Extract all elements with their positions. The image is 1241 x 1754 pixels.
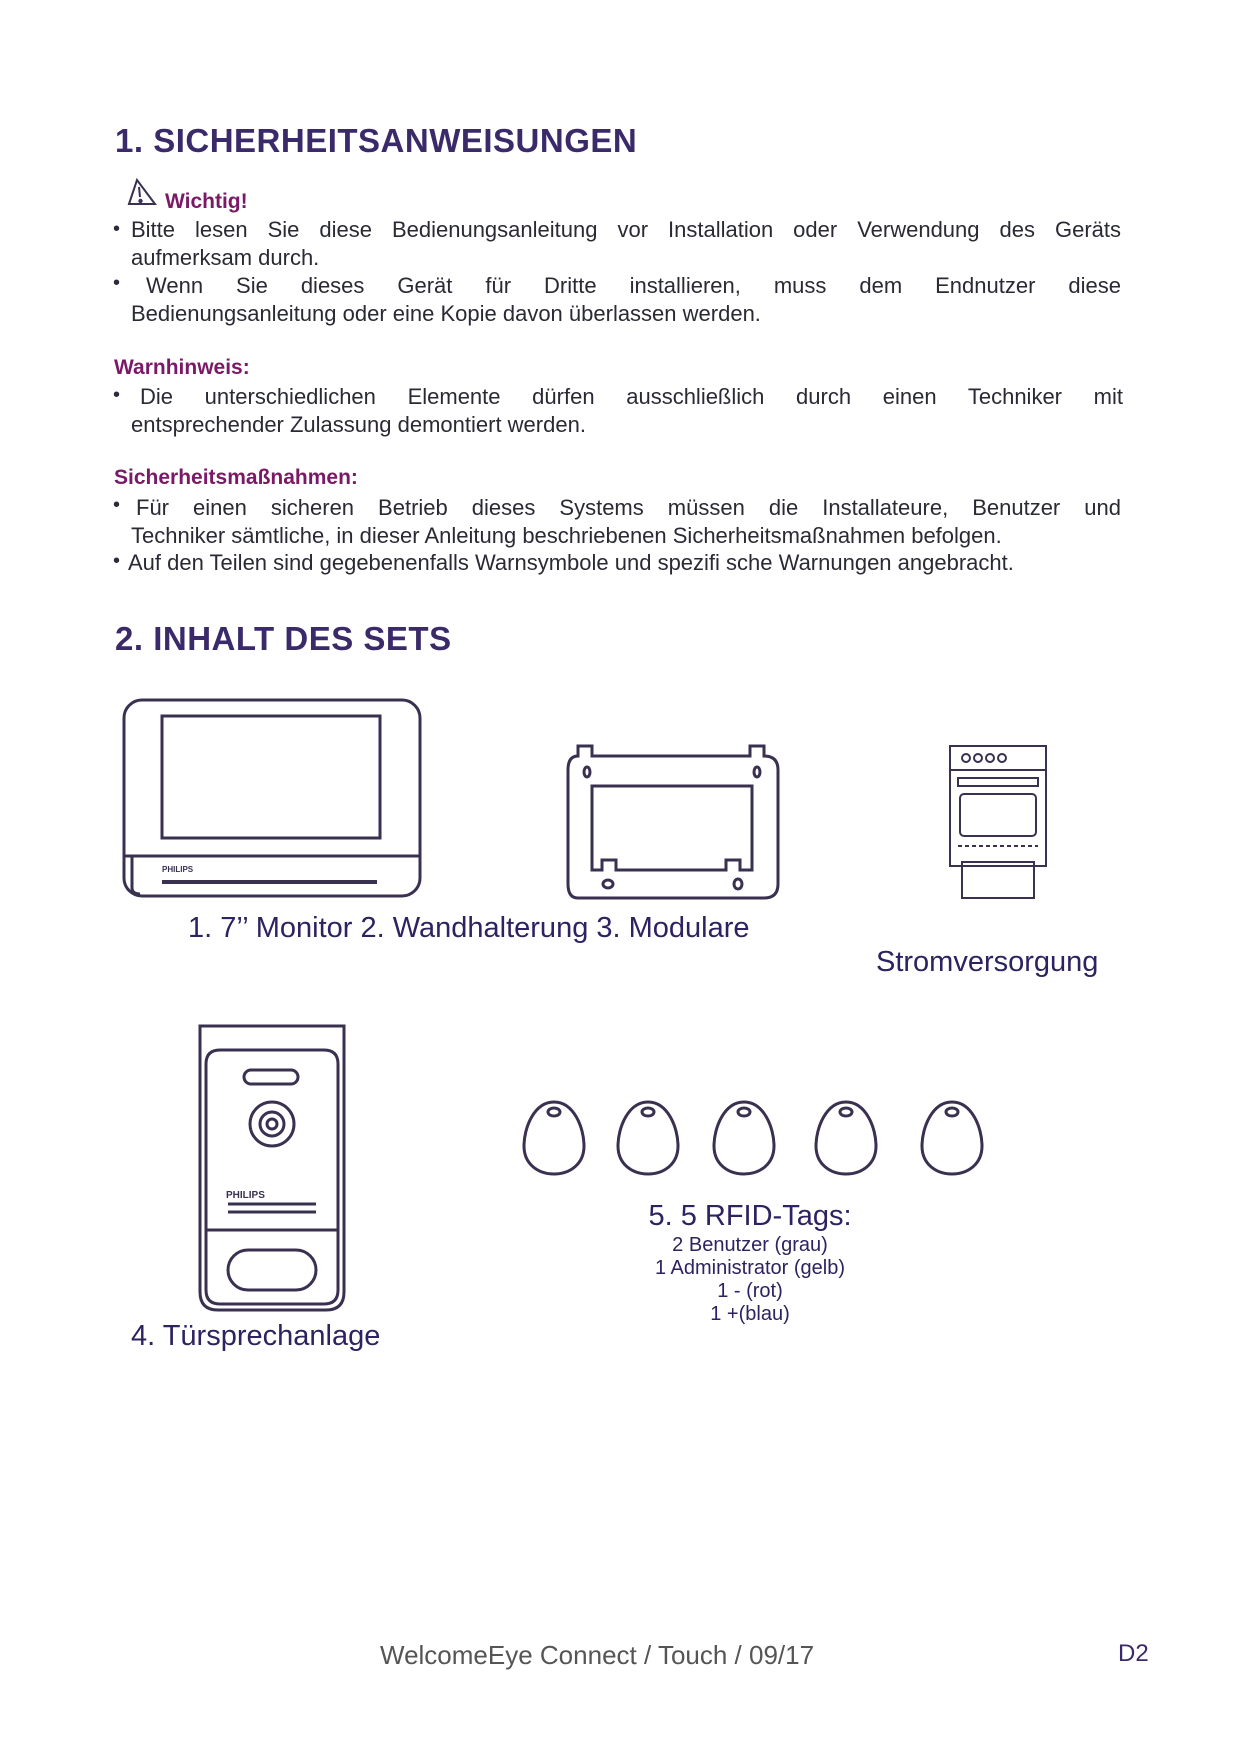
rfid-title: 5. 5 RFID-Tags:	[648, 1200, 852, 1232]
rfid-line-4: 1 +(blau)	[710, 1303, 790, 1325]
bullet-dot: •	[113, 272, 121, 294]
bullet-text: entsprechender Zulassung demontiert werden.	[131, 412, 586, 437]
wall-bracket-illustration	[566, 742, 788, 900]
door-station-illustration	[198, 1024, 346, 1312]
bullet-text: Die unterschiedlichen Elemente dürfen ausschließlich durch einen Techniker mit	[140, 384, 1123, 409]
monitor-brand: PHILIPS	[162, 865, 194, 874]
bullet-dot: •	[113, 494, 121, 516]
caption-power-supply: Stromversorgung	[876, 946, 1099, 978]
rfid-tag-icon	[524, 1102, 584, 1174]
rfid-line-1: 2 Benutzer (grau)	[672, 1234, 828, 1256]
section1-title: 1. SICHERHEITSANWEISUNGEN	[115, 122, 638, 159]
bullet-text: Bitte lesen Sie diese Bedienungsanleitung vor Installation oder Verwendung des Geräts	[131, 217, 1121, 242]
caption-door-station: 4. Türsprechanlage	[131, 1320, 381, 1352]
important-label: Wichtig!	[165, 190, 248, 213]
power-supply-illustration	[948, 744, 1048, 904]
warning-label: Warnhinweis:	[114, 356, 250, 379]
captions-row1: 1. 7’’ Monitor 2. Wandhalterung 3. Modulare	[188, 912, 750, 944]
bullet-text: Techniker sämtliche, in dieser Anleitung beschriebenen Sicherheitsmaßnahmen befolgen.	[131, 523, 1002, 548]
rfid-tag-icon	[618, 1102, 678, 1174]
page-number: D2	[1118, 1640, 1149, 1667]
measures-label: Sicherheitsmaßnahmen:	[114, 466, 358, 489]
rfid-tags-illustration	[522, 1098, 992, 1178]
section2-title: 2. INHALT DES SETS	[115, 620, 452, 657]
rfid-line-2: 1 Administrator (gelb)	[654, 1257, 846, 1279]
rfid-tag-icon	[922, 1102, 982, 1174]
footer-text: WelcomeEye Connect / Touch / 09/17	[380, 1640, 815, 1670]
rfid-line-3: 1 - (rot)	[717, 1280, 783, 1302]
warning-icon	[125, 177, 159, 207]
bullet-text: Auf den Teilen sind gegebenenfalls Warnsymbole und spezifi sche Warnungen angebracht.	[128, 550, 1014, 575]
bullet-dot: •	[113, 218, 121, 240]
doorbell-brand: PHILIPS	[226, 1190, 265, 1201]
bullet-dot: •	[113, 550, 121, 572]
bullet-text: Für einen sicheren Betrieb dieses Systems müssen die Installateure, Benutzer und	[136, 495, 1121, 520]
rfid-tag-icon	[816, 1102, 876, 1174]
rfid-tag-icon	[714, 1102, 774, 1174]
bullet-text: aufmerksam durch.	[131, 245, 320, 270]
bullet-text: Wenn Sie dieses Gerät für Dritte installieren, muss dem Endnutzer diese	[146, 273, 1121, 298]
bullet-text: Bedienungsanleitung oder eine Kopie davon überlassen werden.	[131, 301, 761, 326]
bullet-dot: •	[113, 384, 121, 406]
